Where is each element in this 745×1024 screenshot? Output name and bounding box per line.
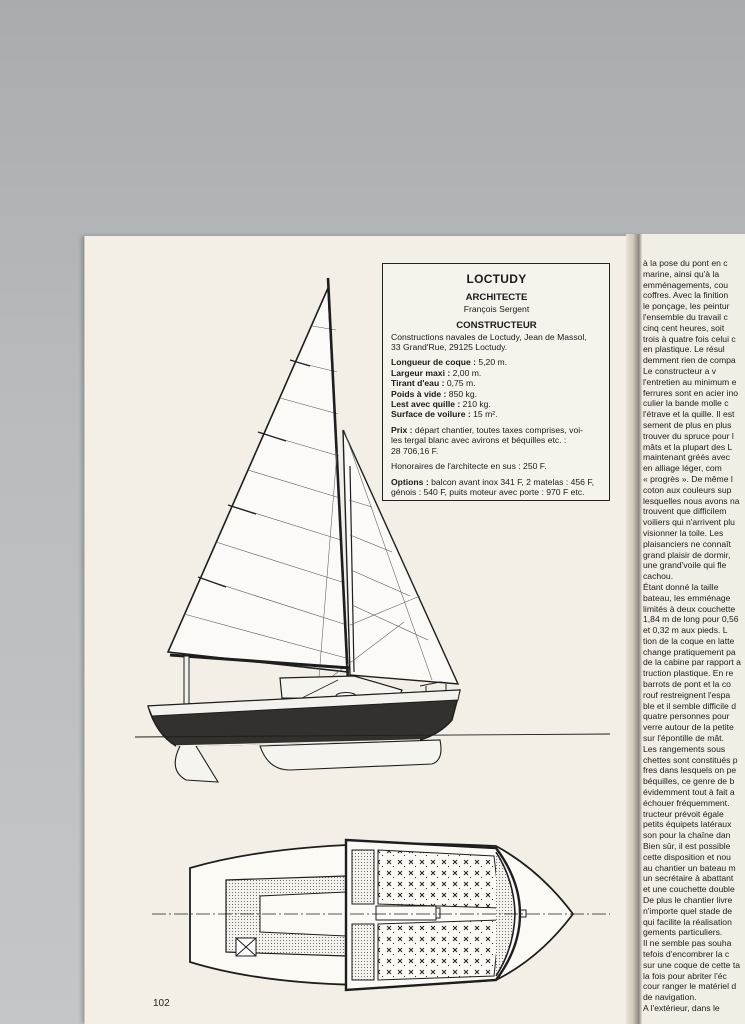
article-line: et 0,32 m aux pieds. L: [643, 625, 728, 636]
article-line: tion de la coque en latte: [643, 635, 735, 646]
spec-row: Tirant d'eau : 0,75 m.: [391, 378, 476, 389]
article-line: Les rangements sous: [643, 743, 726, 754]
article-line: « progrès ». De même l: [643, 473, 733, 484]
article-line: coton aux couleurs sup: [643, 484, 732, 495]
article-line: 1,84 m de long pour 0,56: [643, 614, 739, 625]
article-line: quatre personnes pour: [643, 711, 730, 722]
article-line: ferrures sont en acier ino: [643, 387, 739, 398]
article-line: lesquelles nous avons na: [643, 495, 740, 506]
article-line: trouver du spruce pour l: [643, 430, 734, 441]
article-line: change pratiquement pa: [643, 646, 736, 657]
article-line: une grand'voile qui fle: [643, 560, 727, 571]
article-line: trouvent que difficilem: [643, 506, 727, 517]
berth-port: [378, 920, 500, 980]
article-line: sement de plus en plus: [643, 419, 732, 430]
architect-name: François Sergent: [463, 303, 530, 314]
mainsail: [168, 288, 348, 672]
article-line: trois à quatre fois celui c: [643, 333, 736, 344]
article-line: plaisanciers ne connaît: [643, 538, 731, 549]
article-line: évidemment tout à fait a: [643, 787, 735, 798]
article-line: un secrétaire à abattant: [643, 873, 734, 884]
article-line: marine, ainsi qu'à la: [643, 268, 720, 279]
article-line: échouer fréquemment.: [643, 797, 730, 808]
page-number: 102: [153, 998, 170, 1009]
options-text: génois : 540 F, puits moteur avec porte : 970 F etc.: [391, 486, 585, 497]
article-line: verre autour de la petite: [643, 722, 734, 733]
spec-row: Surface de voilure : 15 m².: [391, 409, 498, 420]
article-line: rouf restreignent l'espa: [643, 689, 731, 700]
article-line: en alliage léger, com: [643, 463, 722, 474]
article-line: Le constructeur a v: [643, 365, 717, 376]
article-line: qui facilite la réalisation: [643, 916, 732, 927]
article-line: ble et il semble difficile d: [643, 700, 736, 711]
article-line: truction plastique. En re: [643, 668, 734, 679]
spec-row: Lest avec quille : 210 kg.: [391, 399, 491, 410]
berth-starboard: [378, 850, 500, 908]
article-line: le ponçage, les peintur: [643, 301, 730, 312]
article-line: cette disposition et nou: [643, 851, 731, 862]
article-line: grand plaisir de dormir,: [643, 549, 731, 560]
article-line: l'ensemble du travail c: [643, 311, 728, 322]
article-line: la fois pour abriter l'éc: [643, 970, 727, 981]
article-line: son pour la chaîne dan: [643, 830, 731, 841]
article-line: cour ranger le matériel d: [643, 981, 737, 992]
architect-heading: ARCHITECTE: [465, 292, 528, 304]
builder-line: 33 Grand'Rue, 29125 Loctudy.: [391, 342, 508, 353]
spec-row: Longueur de coque : 5,20 m.: [391, 357, 508, 368]
price-text: les tergal blanc avec avirons et béquilles etc. :: [391, 435, 567, 446]
article-line: sur une coque de cette ta: [643, 959, 740, 970]
article-line: de navigation.: [643, 992, 697, 1003]
article-line: Bien sûr, il est possible: [643, 841, 731, 852]
article-line: voiliers qui n'arrivent plu: [643, 517, 735, 528]
article-line: l'étrave et la quille. Il est: [643, 409, 735, 420]
article-line: maintenant gréés avec: [643, 452, 730, 463]
architect-fees: Honoraires de l'architecte en sus : 250 F.: [391, 461, 547, 472]
article-line: et une couchette double: [643, 884, 735, 895]
article-line: culier la bande molle c: [643, 398, 729, 409]
article-line: emménagements, cou: [643, 279, 729, 290]
builder-line: Constructions navales de Loctudy, Jean de Massol,: [391, 331, 587, 342]
article-line: limités à deux couchette: [643, 603, 736, 614]
article-line: visionner la toile. Les: [643, 527, 724, 538]
article-column: [643, 258, 745, 1014]
article-line: cinq cent heures, soit: [643, 322, 725, 333]
article-line: à la pose du pont en c: [643, 258, 728, 268]
price-text: Prix : départ chantier, toutes taxes comprises, voi-: [391, 424, 584, 435]
article-line: fres dans lesquels on pe: [643, 765, 737, 776]
keel: [175, 746, 218, 782]
article-line: demment rien de compa: [643, 355, 736, 366]
article-line: mâts et la plupart des L: [643, 441, 733, 452]
spec-row: Largeur maxi : 2,00 m.: [391, 367, 482, 378]
article-line: Étant donné la taille: [643, 581, 719, 592]
builder-heading: CONSTRUCTEUR: [456, 320, 537, 332]
article-line: barrots de pont et la co: [643, 679, 731, 690]
article-line: chettes sont constitués p: [643, 754, 738, 765]
article-line: coffres. Avec la finition: [643, 290, 729, 301]
spec-row: Poids à vide : 850 kg.: [391, 388, 477, 399]
article-line: bateau, les emménage: [643, 592, 731, 603]
options-text: Options : balcon avant inox 341 F, 2 matelas : 456 F,: [391, 476, 595, 487]
article-line: A l'extérieur, dans le: [643, 1002, 720, 1013]
article-line: béquilles, ce genre de b: [643, 776, 735, 787]
article-line: sur l'épontille de mât.: [643, 733, 724, 744]
article-line: cachou.: [643, 571, 674, 582]
article-line: gements particuliers.: [643, 927, 723, 938]
price-text: 28 706,16 F.: [391, 445, 439, 456]
article-line: De plus le chantier livre: [643, 895, 733, 906]
article-line: de la cabine par rapport a: [643, 657, 741, 668]
boat-name: LOCTUDY: [466, 272, 527, 286]
article-line: Il ne semble pas souha: [643, 938, 732, 949]
article-line: au chantier un bateau m: [643, 862, 736, 873]
article-line: petits équipets latéraux: [643, 819, 732, 830]
spec-box: [382, 263, 610, 501]
article-line: en plastique. Le résul: [643, 344, 725, 355]
article-line: tructeur prévoit égale: [643, 808, 724, 819]
article-line: tefois d'encombrer la c: [643, 949, 730, 959]
article-line: l'entretien au minimum e: [643, 376, 737, 387]
article-line: n'importe quel stade de: [643, 905, 733, 916]
deck-plan-view: [152, 840, 610, 990]
